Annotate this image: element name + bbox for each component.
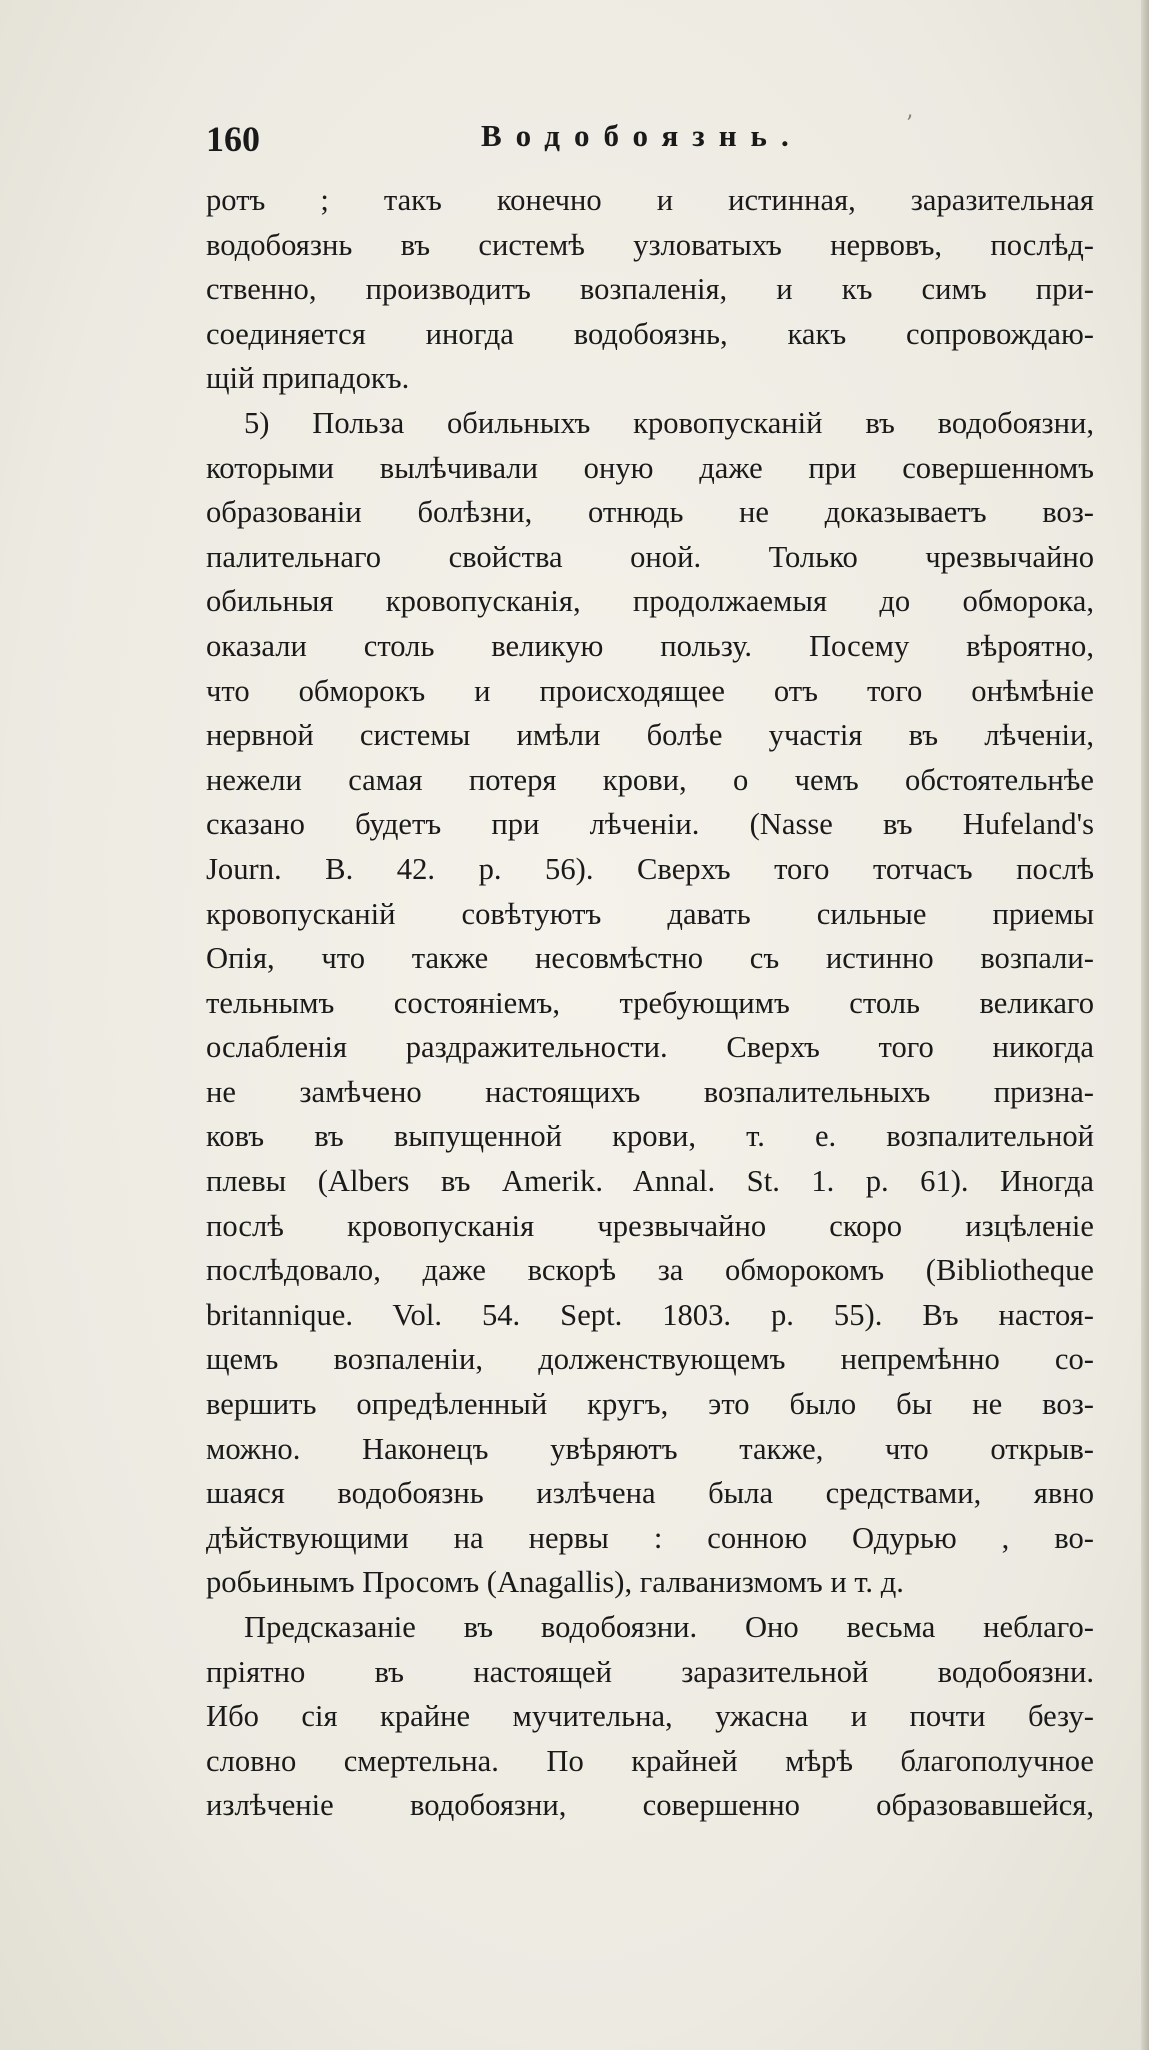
text-line: пріятно въ настоящей заразительной водобоязни. <box>206 1654 1094 1689</box>
text-line: нервной системы имѣли болѣе участія въ лѣченіи, <box>206 718 1094 753</box>
text-line: Предсказаніе въ водобоязни. Оно весьма неблаго- <box>244 1610 1094 1644</box>
paragraph-3 <box>206 1605 1094 1828</box>
text-line: ственно, производитъ возпаленія, и къ симъ при- <box>206 272 1094 307</box>
text-line: робьинымъ Просомъ (Anagallis), галванизмомъ и т. д. <box>206 1565 904 1600</box>
page-edge-shadow <box>1141 0 1149 2050</box>
running-title: Водобоязнь. <box>481 118 803 153</box>
page-number: 160 <box>206 119 260 159</box>
text-line: 5) Польза обильныхъ кровопусканій въ водобоязни, <box>244 405 1094 440</box>
text-line: послѣдовало, даже вскорѣ за обморокомъ (Bibliotheque <box>206 1253 1094 1288</box>
text-line: плевы (Albers въ Amerik. Annal. St. 1. p. 61). Иногда <box>206 1164 1094 1199</box>
text-line: послѣ кровопусканія чрезвычайно скоро изцѣленіе <box>206 1208 1094 1243</box>
text-line: обильныя кровопусканія, продолжаемыя до обморока, <box>206 584 1094 619</box>
text-line: тельнымъ состояніемъ, требующимъ столь великаго <box>206 985 1094 1020</box>
text-line: щій припадокъ. <box>206 361 410 396</box>
text-line: палительнаго свойства оной. Только чрезвычайно <box>206 539 1094 574</box>
corner-mark: ’ <box>906 112 913 137</box>
text-line: не замѣчено настоящихъ возпалительныхъ призна- <box>206 1074 1094 1109</box>
paragraph-2 <box>206 401 1094 1605</box>
text-line: Опія, что также несовмѣстно съ истинно возпали- <box>206 941 1094 976</box>
text-line: Ибо сія крайне мучительна, ужасна и почти безу- <box>206 1699 1094 1734</box>
text-line: ротъ ; такъ конечно и истинная, заразительная <box>206 183 1094 217</box>
text-line: Journ. B. 42. p. 56). Сверхъ того тотчасъ послѣ <box>206 851 1094 886</box>
text-line: оказали столь великую пользу. Посему вѣроятно, <box>206 628 1094 663</box>
text-line: можно. Наконецъ увѣряютъ также, что открыв- <box>206 1431 1094 1466</box>
text-line: образованіи болѣзни, отнюдь не доказываетъ воз- <box>206 495 1094 530</box>
text-line: щемъ возпаленіи, долженствующемъ непремѣнно со- <box>206 1342 1094 1377</box>
text-line: ковъ въ выпущенной крови, т. е. возпалительной <box>206 1119 1094 1154</box>
text-line: которыми вылѣчивали оную даже при совершенномъ <box>206 450 1094 485</box>
text-line: нежели самая потеря крови, о чемъ обстоятельнѣе <box>206 762 1094 797</box>
text-line: britannique. Vol. 54. Sept. 1803. p. 55). Въ настоя- <box>206 1297 1094 1332</box>
body-text <box>206 178 1094 1828</box>
paragraph-1 <box>206 178 1094 401</box>
text-line: соединяется иногда водобоязнь, какъ сопровождаю- <box>206 316 1094 351</box>
text-line: ослабленія раздражительности. Сверхъ того никогда <box>206 1030 1094 1065</box>
text-line: водобоязнь въ системѣ узловатыхъ нервовъ, послѣд- <box>206 227 1094 262</box>
text-line: что обморокъ и происходящее отъ того онѣмѣніе <box>206 673 1094 708</box>
text-line: шаяся водобоязнь излѣчена была средствами, явно <box>206 1476 1094 1511</box>
page-header <box>206 118 1086 158</box>
text-line: словно смертельна. По крайней мѣрѣ благополучное <box>206 1743 1094 1778</box>
text-line: кровопусканій совѣтуютъ давать сильные приемы <box>206 896 1094 931</box>
text-line: излѣченіе водобоязни, совершенно образовавшейся, <box>206 1788 1094 1823</box>
text-line: сказано будетъ при лѣченіи. (Nasse въ Hufeland's <box>206 807 1094 842</box>
text-line: вершить опредѣленный кругъ, это было бы не воз- <box>206 1387 1094 1422</box>
text-line: дѣйствующими на нервы : сонною Одурью , во- <box>206 1520 1094 1555</box>
